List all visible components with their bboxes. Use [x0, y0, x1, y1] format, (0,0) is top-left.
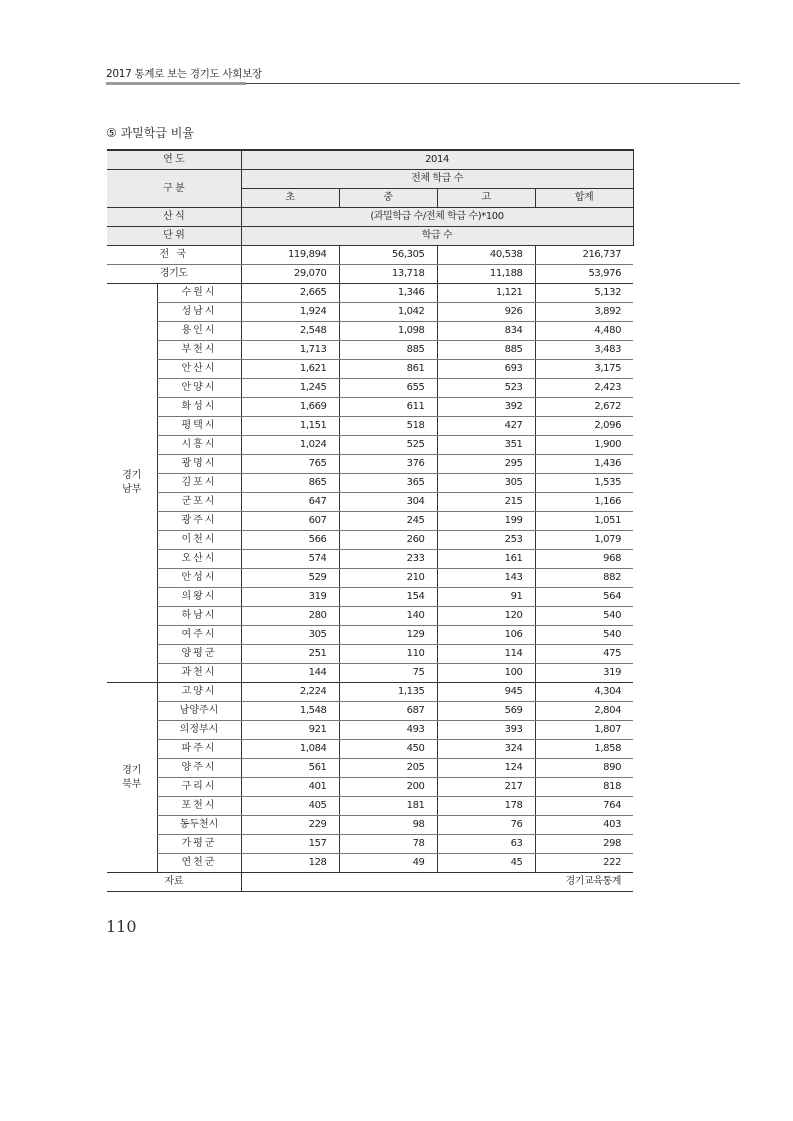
value-high: 100	[437, 664, 535, 683]
table-row	[107, 398, 633, 417]
value-high: 178	[437, 797, 535, 816]
table-row	[107, 702, 633, 721]
city-name: 평택시	[157, 417, 241, 436]
value-total: 1,535	[535, 474, 633, 493]
value-middle: 885	[339, 341, 437, 360]
value-high: 945	[437, 683, 535, 702]
city-name: 광주시	[157, 512, 241, 531]
value-elementary: 1,245	[241, 379, 339, 398]
value-elementary: 607	[241, 512, 339, 531]
city-name: 오산시	[157, 550, 241, 569]
value-total: 564	[535, 588, 633, 607]
national-total: 216,737	[535, 246, 633, 265]
value-high: 392	[437, 398, 535, 417]
table-row	[107, 417, 633, 436]
city-name: 의정부시	[157, 721, 241, 740]
city-name: 양주시	[157, 759, 241, 778]
city-name: 포천시	[157, 797, 241, 816]
value-total: 1,858	[535, 740, 633, 759]
source-row	[107, 873, 633, 892]
value-total: 403	[535, 816, 633, 835]
value-high: 91	[437, 588, 535, 607]
city-name: 의왕시	[157, 588, 241, 607]
value-high: 63	[437, 835, 535, 854]
value-high: 120	[437, 607, 535, 626]
table-row	[107, 379, 633, 398]
value-elementary: 2,548	[241, 322, 339, 341]
value-total: 1,079	[535, 531, 633, 550]
value-elementary: 566	[241, 531, 339, 550]
value-high: 885	[437, 341, 535, 360]
value-total: 475	[535, 645, 633, 664]
value-elementary: 529	[241, 569, 339, 588]
value-middle: 205	[339, 759, 437, 778]
section-title: ⑤ 과밀학급 비율	[106, 126, 194, 140]
value-elementary: 280	[241, 607, 339, 626]
value-high: 1,121	[437, 284, 535, 303]
value-elementary: 647	[241, 493, 339, 512]
table-row	[107, 740, 633, 759]
value-elementary: 921	[241, 721, 339, 740]
city-name: 안양시	[157, 379, 241, 398]
value-high: 253	[437, 531, 535, 550]
value-high: 305	[437, 474, 535, 493]
year-value: 2014	[241, 150, 633, 170]
city-name: 광명시	[157, 455, 241, 474]
value-middle: 75	[339, 664, 437, 683]
value-middle: 49	[339, 854, 437, 873]
value-elementary: 1,669	[241, 398, 339, 417]
value-total: 3,175	[535, 360, 633, 379]
value-high: 106	[437, 626, 535, 645]
value-middle: 233	[339, 550, 437, 569]
value-total: 4,480	[535, 322, 633, 341]
value-elementary: 1,924	[241, 303, 339, 322]
table-row	[107, 835, 633, 854]
value-high: 199	[437, 512, 535, 531]
col-high: 고	[437, 189, 535, 208]
table-row	[107, 512, 633, 531]
value-elementary: 1,621	[241, 360, 339, 379]
value-total: 1,807	[535, 721, 633, 740]
value-high: 295	[437, 455, 535, 474]
national-elementary: 119,894	[241, 246, 339, 265]
table-row	[107, 626, 633, 645]
table-row	[107, 588, 633, 607]
value-total: 298	[535, 835, 633, 854]
table-row	[107, 645, 633, 664]
category-label: 구 분	[107, 170, 241, 208]
value-middle: 210	[339, 569, 437, 588]
value-total: 5,132	[535, 284, 633, 303]
value-middle: 687	[339, 702, 437, 721]
value-high: 393	[437, 721, 535, 740]
value-total: 764	[535, 797, 633, 816]
province-name: 경기도	[107, 265, 241, 284]
col-elementary: 초	[241, 189, 339, 208]
city-name: 여주시	[157, 626, 241, 645]
region-label-north: 경기 북부	[107, 683, 157, 873]
value-total: 2,423	[535, 379, 633, 398]
value-high: 143	[437, 569, 535, 588]
header-rule	[246, 83, 740, 84]
city-name: 수원시	[157, 284, 241, 303]
value-high: 693	[437, 360, 535, 379]
value-middle: 493	[339, 721, 437, 740]
table-row	[107, 493, 633, 512]
city-name: 용인시	[157, 322, 241, 341]
city-name: 안산시	[157, 360, 241, 379]
city-name: 남양주시	[157, 702, 241, 721]
city-name: 성남시	[157, 303, 241, 322]
city-name: 양평군	[157, 645, 241, 664]
table-row	[107, 360, 633, 379]
value-elementary: 1,024	[241, 436, 339, 455]
value-middle: 129	[339, 626, 437, 645]
city-name: 시흥시	[157, 436, 241, 455]
table-row	[107, 664, 633, 683]
value-elementary: 2,224	[241, 683, 339, 702]
city-name: 구리시	[157, 778, 241, 797]
table-row	[107, 436, 633, 455]
national-row	[107, 246, 633, 265]
value-middle: 518	[339, 417, 437, 436]
source-label: 자료	[107, 873, 241, 892]
value-middle: 200	[339, 778, 437, 797]
city-name: 과천시	[157, 664, 241, 683]
value-elementary: 1,713	[241, 341, 339, 360]
national-name: 전 국	[107, 246, 241, 265]
table-row	[107, 721, 633, 740]
value-elementary: 319	[241, 588, 339, 607]
national-high: 40,538	[437, 246, 535, 265]
page-number: 110	[106, 917, 137, 936]
value-elementary: 765	[241, 455, 339, 474]
value-elementary: 144	[241, 664, 339, 683]
value-middle: 1,135	[339, 683, 437, 702]
value-high: 215	[437, 493, 535, 512]
value-total: 1,900	[535, 436, 633, 455]
formula-value: (과밀학급 수/전체 학급 수)*100	[241, 208, 633, 227]
value-middle: 611	[339, 398, 437, 417]
year-label: 연 도	[107, 150, 241, 170]
value-high: 76	[437, 816, 535, 835]
table-row	[107, 683, 633, 702]
city-name: 군포시	[157, 493, 241, 512]
table-row	[107, 797, 633, 816]
value-high: 161	[437, 550, 535, 569]
city-name: 부천시	[157, 341, 241, 360]
value-total: 2,672	[535, 398, 633, 417]
col-middle: 중	[339, 189, 437, 208]
table-row	[107, 455, 633, 474]
value-total: 818	[535, 778, 633, 797]
header-rule-accent	[106, 82, 246, 85]
value-total: 882	[535, 569, 633, 588]
value-middle: 245	[339, 512, 437, 531]
value-elementary: 561	[241, 759, 339, 778]
table-row	[107, 474, 633, 493]
city-name: 연천군	[157, 854, 241, 873]
unit-label: 단 위	[107, 227, 241, 246]
value-high: 351	[437, 436, 535, 455]
table-row	[107, 284, 633, 303]
value-elementary: 405	[241, 797, 339, 816]
city-name: 동두천시	[157, 816, 241, 835]
value-elementary: 157	[241, 835, 339, 854]
value-elementary: 1,084	[241, 740, 339, 759]
table-row	[107, 341, 633, 360]
city-name: 가평군	[157, 835, 241, 854]
value-total: 968	[535, 550, 633, 569]
value-high: 217	[437, 778, 535, 797]
value-total: 2,096	[535, 417, 633, 436]
value-middle: 525	[339, 436, 437, 455]
value-total: 890	[535, 759, 633, 778]
value-middle: 181	[339, 797, 437, 816]
value-total: 222	[535, 854, 633, 873]
province-total: 53,976	[535, 265, 633, 284]
value-elementary: 128	[241, 854, 339, 873]
value-elementary: 251	[241, 645, 339, 664]
value-elementary: 1,548	[241, 702, 339, 721]
value-total: 1,166	[535, 493, 633, 512]
city-name: 김포시	[157, 474, 241, 493]
value-high: 45	[437, 854, 535, 873]
city-name: 안성시	[157, 569, 241, 588]
table-row	[107, 759, 633, 778]
value-high: 523	[437, 379, 535, 398]
city-name: 하남시	[157, 607, 241, 626]
value-total: 4,304	[535, 683, 633, 702]
value-middle: 376	[339, 455, 437, 474]
value-elementary: 865	[241, 474, 339, 493]
table-row	[107, 569, 633, 588]
value-elementary: 305	[241, 626, 339, 645]
value-high: 926	[437, 303, 535, 322]
value-high: 569	[437, 702, 535, 721]
source-value: 경기교육통계	[241, 873, 633, 892]
value-total: 319	[535, 664, 633, 683]
value-total: 1,051	[535, 512, 633, 531]
table-row	[107, 607, 633, 626]
value-total: 1,436	[535, 455, 633, 474]
value-high: 124	[437, 759, 535, 778]
value-middle: 260	[339, 531, 437, 550]
value-elementary: 574	[241, 550, 339, 569]
value-middle: 1,042	[339, 303, 437, 322]
value-middle: 140	[339, 607, 437, 626]
city-name: 화성시	[157, 398, 241, 417]
value-total: 540	[535, 607, 633, 626]
value-middle: 154	[339, 588, 437, 607]
national-middle: 56,305	[339, 246, 437, 265]
value-middle: 1,346	[339, 284, 437, 303]
table-row	[107, 778, 633, 797]
table-row	[107, 816, 633, 835]
group-label: 전체 학급 수	[241, 170, 633, 189]
value-total: 3,892	[535, 303, 633, 322]
value-elementary: 401	[241, 778, 339, 797]
overcrowded-class-table	[107, 149, 634, 892]
value-middle: 304	[339, 493, 437, 512]
table-row	[107, 322, 633, 341]
value-high: 834	[437, 322, 535, 341]
table-row	[107, 550, 633, 569]
table-row	[107, 303, 633, 322]
table-row	[107, 854, 633, 873]
value-middle: 450	[339, 740, 437, 759]
value-high: 114	[437, 645, 535, 664]
value-elementary: 229	[241, 816, 339, 835]
col-total: 합계	[535, 189, 633, 208]
value-elementary: 1,151	[241, 417, 339, 436]
table-row	[107, 531, 633, 550]
city-name: 이천시	[157, 531, 241, 550]
value-middle: 1,098	[339, 322, 437, 341]
formula-label: 산 식	[107, 208, 241, 227]
value-middle: 861	[339, 360, 437, 379]
value-total: 540	[535, 626, 633, 645]
province-middle: 13,718	[339, 265, 437, 284]
value-middle: 365	[339, 474, 437, 493]
province-elementary: 29,070	[241, 265, 339, 284]
region-label-south: 경기 남부	[107, 284, 157, 683]
running-header: 2017 통계로 보는 경기도 사회보장	[106, 68, 262, 80]
value-high: 324	[437, 740, 535, 759]
province-high: 11,188	[437, 265, 535, 284]
value-high: 427	[437, 417, 535, 436]
city-name: 파주시	[157, 740, 241, 759]
value-middle: 78	[339, 835, 437, 854]
value-elementary: 2,665	[241, 284, 339, 303]
value-total: 3,483	[535, 341, 633, 360]
value-middle: 98	[339, 816, 437, 835]
value-total: 2,804	[535, 702, 633, 721]
value-middle: 655	[339, 379, 437, 398]
province-row	[107, 265, 633, 284]
city-name: 고양시	[157, 683, 241, 702]
value-middle: 110	[339, 645, 437, 664]
unit-value: 학급 수	[241, 227, 633, 246]
